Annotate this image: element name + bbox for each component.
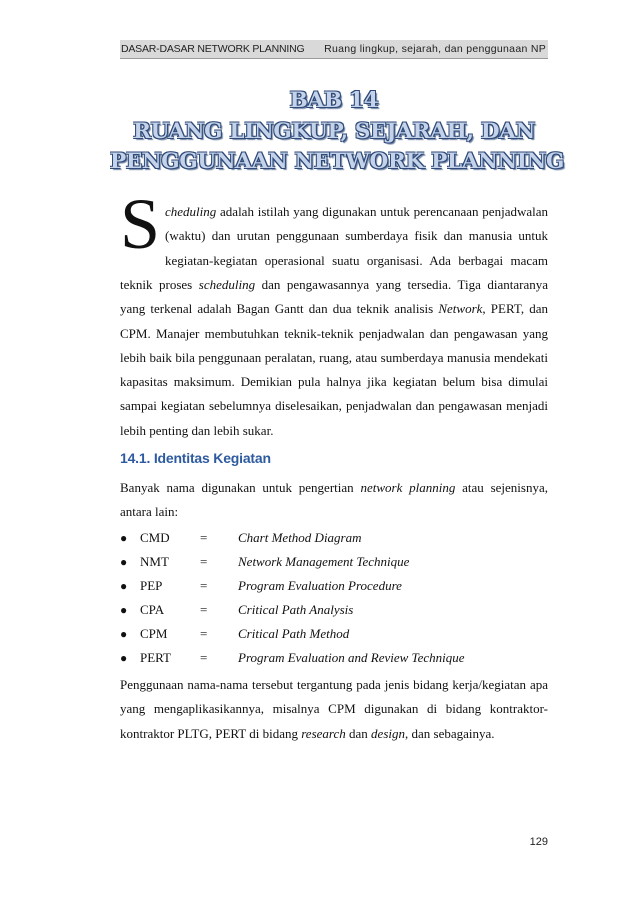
list-abbreviation: PERT [140, 650, 172, 665]
chapter-title-line-1: RUANG LINGKUP, SEJARAH, DAN [133, 118, 535, 144]
list-abbreviation: CPA [140, 602, 165, 617]
section-heading: 14.1. Identitas Kegiatan [120, 450, 271, 466]
paragraph-line: kegiatan-kegiatan operasional suatu organisasi. Ada berbagai macam [165, 252, 548, 268]
paragraph-line: yang terkenal adalah Bagan Gantt dan dua teknik analisis Network, PERT, dan [120, 301, 548, 317]
list-item [120, 602, 548, 626]
list-definition: Program Evaluation Procedure [238, 578, 402, 593]
list-abbreviation: PEP [140, 578, 163, 593]
list-definition: Chart Method Diagram [238, 530, 362, 545]
intro-paragraph-indented [120, 200, 548, 273]
list-abbreviation: CMD [140, 530, 170, 545]
list-definition: Critical Path Analysis [238, 602, 354, 617]
paragraph-line: antara lain: [120, 504, 179, 520]
list-equals: = [200, 626, 208, 641]
paragraph-line: CPM. Manajer membutuhkan teknik-teknik penjadwalan dan pengawasan yang [120, 325, 548, 341]
paragraph-line: kapasitas maksimum. Demikian pula halnya jika kegiatan belum bisa dimulai [120, 374, 548, 390]
bullet-icon: ● [120, 603, 128, 617]
bullet-icon: ● [120, 531, 128, 545]
list-equals: = [200, 650, 208, 665]
bullet-icon: ● [120, 627, 128, 641]
paragraph-line: (waktu) dan urutan penggunaan sumberdaya fisik dan manusia untuk [165, 228, 548, 244]
running-header [120, 40, 548, 59]
paragraph-line: Banyak nama digunakan untuk pengertian network planning atau sejenisnya, [120, 480, 548, 495]
abbreviation-list [120, 530, 548, 674]
list-equals: = [200, 530, 208, 545]
list-abbreviation: CPM [140, 626, 168, 641]
paragraph-line: lebih penting dan lebih sukar. [120, 422, 274, 438]
list-definition: Program Evaluation and Review Technique [238, 650, 465, 665]
bullet-icon: ● [120, 579, 128, 593]
list-item [120, 626, 548, 650]
intro-paragraph [120, 273, 548, 443]
header-chapter-title: Ruang lingkup, sejarah, dan penggunaan NP [324, 43, 546, 55]
bullet-icon: ● [120, 555, 128, 569]
chapter-title-line-2: PENGGUNAAN NETWORK PLANNING [110, 149, 565, 174]
closing-paragraph [120, 673, 548, 746]
chapter-number: BAB 14 [289, 88, 379, 113]
page-number: 129 [529, 836, 548, 848]
list-abbreviation: NMT [140, 554, 169, 569]
list-equals: = [200, 578, 208, 593]
list-item [120, 650, 548, 674]
paragraph-line: teknik proses scheduling dan pengawasannya yang tersedia. Tiga diantaranya [120, 277, 548, 292]
paragraph-line: cheduling adalah istilah yang digunakan untuk perencanaan penjadwalan [165, 204, 548, 219]
section-paragraph [120, 476, 548, 525]
list-definition: Critical Path Method [238, 626, 350, 641]
paragraph-line: sampai kegiatan sebelumnya diselesaikan, penjadwalan dan pengawasan menjadi [120, 398, 548, 414]
list-item [120, 530, 548, 554]
paragraph-line: kontraktor PLTG, PERT di bidang research dan design, dan sebagainya. [120, 725, 495, 741]
bullet-icon: ● [120, 651, 128, 665]
list-item [120, 554, 548, 578]
paragraph-line: lebih baik bila penggunaan peralatan, ruang, atau sumberdaya manusia mendekati [120, 349, 548, 365]
list-equals: = [200, 554, 208, 569]
list-definition: Network Management Technique [238, 554, 410, 569]
list-item [120, 578, 548, 602]
paragraph-line: Penggunaan nama-nama tersebut tergantung pada jenis bidang kerja/kegiatan apa [120, 677, 548, 692]
list-equals: = [200, 602, 208, 617]
header-book-title: DASAR-DASAR NETWORK PLANNING [121, 43, 305, 55]
chapter-title [110, 86, 565, 178]
drop-cap: S [120, 184, 161, 264]
paragraph-line: yang mengaplikasikannya, misalnya CPM digunakan di bidang kontraktor- [120, 701, 548, 717]
